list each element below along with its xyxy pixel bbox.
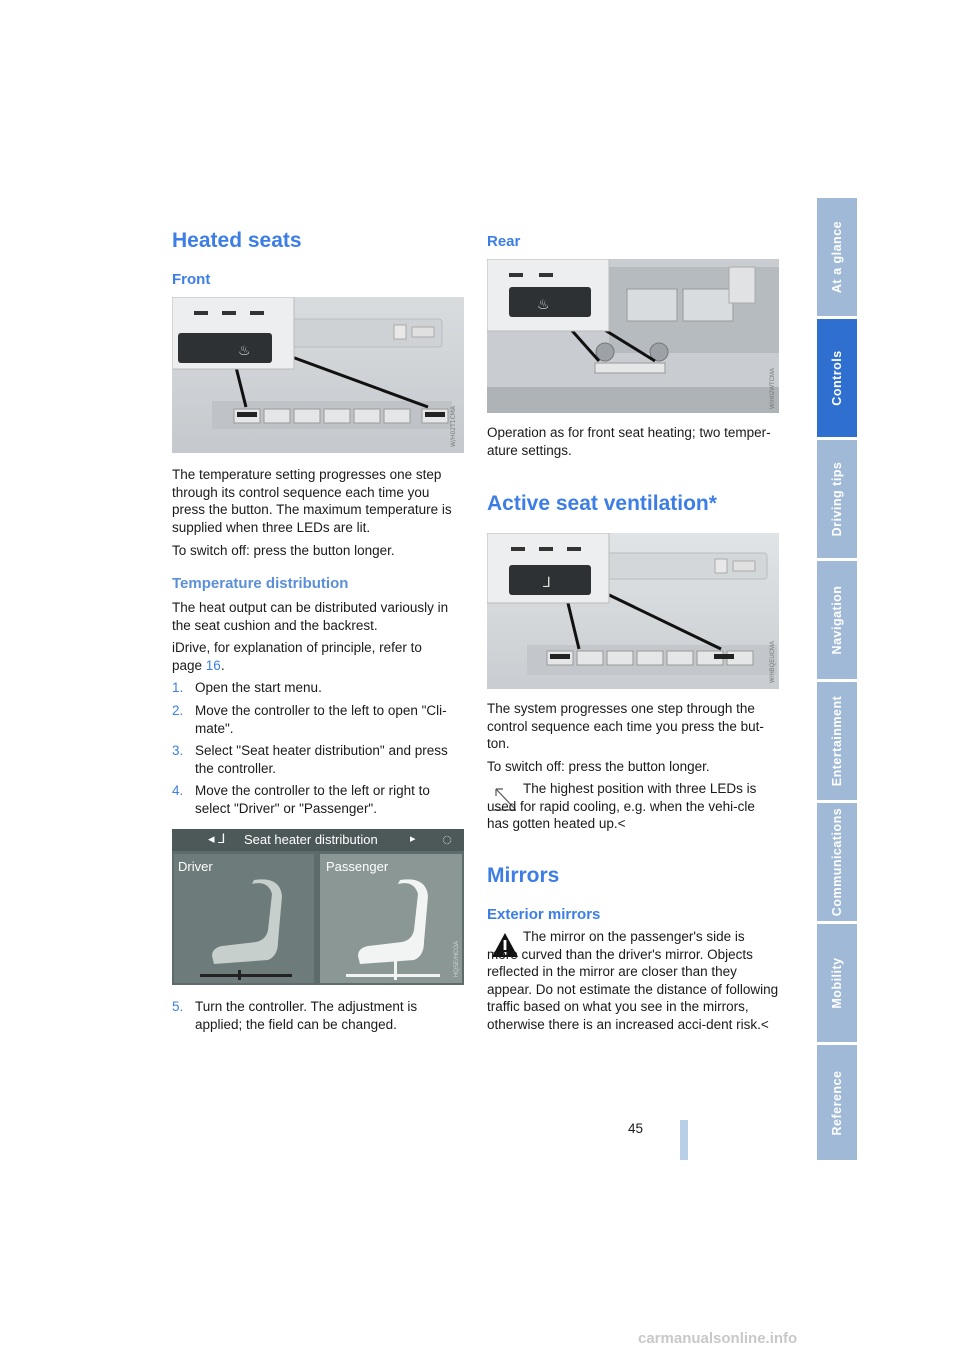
- rear-seat-heater-figure: [487, 259, 779, 413]
- warning-text: The mirror on the passenger's side is more curved than the driver's mirror. Objects reflected in the mirror are closer than they appear. Do not estimate the distance of following traffic based on what you see in the mirrors, otherwise there is an increased acci-dent risk.<: [487, 929, 779, 1032]
- seat-ventilation-figure: [487, 533, 779, 689]
- heated-seats-heading: Heated seats: [172, 229, 302, 252]
- figure-code: HQSE/HCOA: [454, 940, 460, 977]
- figure-code: W/H02T1CMA: [450, 405, 457, 447]
- active-seat-ventilation-heading: Active seat ventilation*: [487, 492, 717, 515]
- exterior-mirrors-heading: Exterior mirrors: [487, 906, 601, 923]
- front-switch-off: To switch off: press the button longer.: [172, 543, 395, 558]
- screen-right-arrow: ▸: [410, 833, 416, 845]
- svg-text:♨: ♨: [238, 343, 251, 359]
- figure-code: W/HBQEUCMA: [770, 641, 776, 683]
- watermark: carmanualsonline.info: [638, 1330, 798, 1347]
- page-link[interactable]: 16: [205, 657, 221, 673]
- front-heading: Front: [172, 271, 211, 288]
- temperature-distribution-heading: Temperature distribution: [172, 575, 349, 592]
- rear-paragraph: Operation as for front seat heating; two temper-ature settings.: [487, 425, 771, 458]
- driver-seat-icon: [192, 876, 300, 984]
- svg-text:⅃: ⅃: [543, 575, 551, 591]
- step-5: 5. Turn the controller. The adjustment is applied; the field can be changed.: [172, 999, 418, 1032]
- figure-code: W/H02WTCMA: [770, 368, 776, 409]
- screen-controller-icon: ◌: [442, 830, 453, 849]
- rear-heading: Rear: [487, 233, 521, 250]
- step-3: 3. Select "Seat heater distribution" and press the controller.: [172, 743, 448, 776]
- passenger-panel[interactable]: [320, 854, 462, 983]
- mirrors-heading: Mirrors: [487, 864, 560, 887]
- step-2: 2. Move the controller to the left to open "Cli-mate".: [172, 703, 447, 736]
- nav-tab-communications[interactable]: Communications: [817, 803, 857, 921]
- nav-tab-at-a-glance[interactable]: At a glance: [817, 198, 857, 316]
- seat-heater-distribution-screen: [172, 829, 464, 985]
- ventilation-switch-off: To switch off: press the button longer.: [487, 759, 710, 774]
- distribution-paragraph: The heat output can be distributed variously in the seat cushion and the backrest.: [172, 600, 449, 633]
- screen-seat-icon: ◂ ⅃: [208, 831, 226, 846]
- screen-header-title: Seat heater distribution: [244, 832, 378, 847]
- step-1: 1. Open the start menu.: [172, 680, 322, 695]
- mirror-warning: [487, 928, 779, 1058]
- passenger-seat-icon: [338, 876, 450, 984]
- passenger-label: Passenger: [326, 859, 389, 874]
- idrive-reference: iDrive, for explanation of principle, refer to page 16.: [172, 640, 422, 673]
- nav-tab-controls[interactable]: Controls: [817, 319, 857, 437]
- page-number: 45: [628, 1121, 644, 1136]
- ventilation-note: [487, 780, 779, 840]
- page-number-bar: [680, 1120, 688, 1160]
- nav-tab-entertainment[interactable]: Entertainment: [817, 682, 857, 800]
- svg-text:♨: ♨: [537, 297, 550, 313]
- nav-tab-navigation[interactable]: Navigation: [817, 561, 857, 679]
- driver-panel[interactable]: [174, 854, 314, 983]
- front-seat-heater-figure: [172, 297, 464, 453]
- driver-label: Driver: [178, 859, 213, 874]
- front-paragraph: The temperature setting progresses one step through its control sequence each time you press the button. The maximum temperature is supplied when three LEDs are lit.: [172, 467, 452, 535]
- nav-tab-mobility[interactable]: Mobility: [817, 924, 857, 1042]
- nav-tab-driving-tips[interactable]: Driving tips: [817, 440, 857, 558]
- step-4: 4. Move the controller to the left or right to select "Driver" or "Passenger".: [172, 783, 430, 816]
- note-text: The highest position with three LEDs is used for rapid cooling, e.g. when the vehi-cle has gotten heated up.<: [487, 781, 757, 831]
- nav-tab-reference[interactable]: Reference: [817, 1045, 857, 1160]
- screen-header-bar: [172, 829, 464, 851]
- side-navigation: [817, 198, 857, 1160]
- ventilation-paragraph: The system progresses one step through the control sequence each time you press the but-ton.: [487, 701, 764, 751]
